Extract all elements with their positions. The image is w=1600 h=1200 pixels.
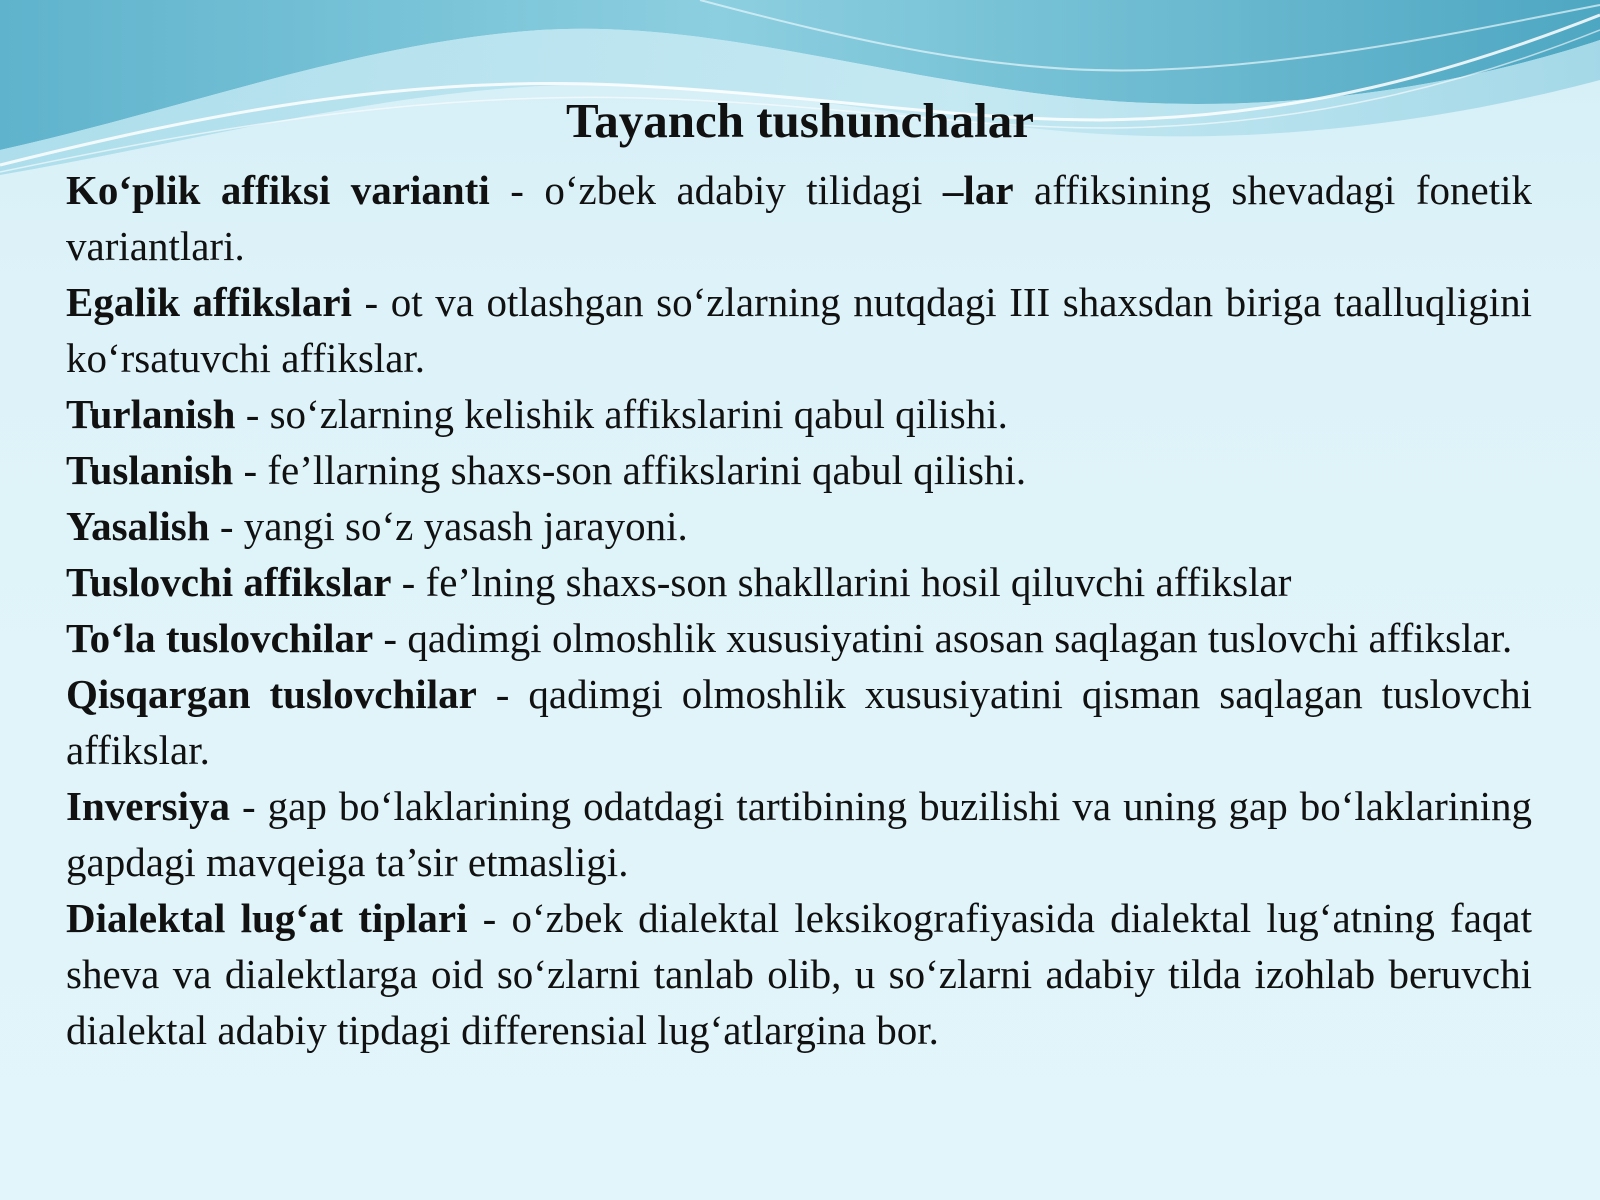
entry-term: Qisqargan tuslovchilar bbox=[66, 671, 477, 717]
entry-definition-emphasis: –lar bbox=[942, 167, 1014, 213]
entry-term: Turlanish bbox=[66, 391, 236, 437]
list-item bbox=[66, 274, 1532, 386]
page-title: Tayanch tushunchalar bbox=[566, 93, 1034, 148]
entry-term: Yasalish bbox=[66, 503, 210, 549]
entry-term: Tuslovchi affikslar bbox=[66, 559, 392, 605]
list-item bbox=[66, 162, 1532, 274]
entry-term: To‘la tuslovchilar bbox=[66, 615, 374, 661]
list-item bbox=[66, 610, 1532, 666]
list-item bbox=[66, 498, 1532, 554]
entry-term: Inversiya bbox=[66, 783, 230, 829]
entry-definition: - yangi so‘z yasash jarayoni. bbox=[209, 503, 688, 549]
list-item bbox=[66, 442, 1532, 498]
definitions-list bbox=[66, 162, 1532, 1058]
list-item bbox=[66, 554, 1532, 610]
entry-definition: - ot va otlashgan so‘zlarning nutqdagi III shaxsdan biriga taalluqligini ko‘rsatuvchi affikslar. bbox=[66, 279, 1532, 381]
list-item bbox=[66, 890, 1532, 1058]
entry-term: Dialektal lug‘at tiplari bbox=[66, 895, 468, 941]
entry-definition: - fe’llarning shaxs-son affikslarini qabul qilishi. bbox=[233, 447, 1027, 493]
entry-definition: - qadimgi olmoshlik xususiyatini qisman saqlagan tuslovchi affikslar. bbox=[66, 671, 1532, 773]
entry-definition: - qadimgi olmoshlik xususiyatini asosan saqlagan tuslovchi affikslar. bbox=[373, 615, 1513, 661]
entry-definition: - so‘zlarning kelishik affikslarini qabul qilishi. bbox=[235, 391, 1008, 437]
entry-definition: - gap bo‘laklarining odatdagi tartibining buzilishi va uning gap bo‘laklarining gapdagi mavqeiga ta’sir etmasligi. bbox=[66, 783, 1532, 885]
entry-term: Ko‘plik affiksi varianti bbox=[66, 167, 490, 213]
entry-definition: affiksining shevadagi fonetik variantlari. bbox=[66, 167, 1533, 269]
list-item bbox=[66, 386, 1532, 442]
entry-term: Egalik affikslari bbox=[66, 279, 352, 325]
list-item bbox=[66, 778, 1532, 890]
entry-term: Tuslanish bbox=[66, 447, 234, 493]
entry-definition: - o‘zbek dialektal leksikografiyasida dialektal lug‘atning faqat sheva va dialektlarga oid so‘zlarni tanlab olib, u so‘zlarni adabiy tilda izohlab beruvchi dialektal adabiy tipdagi differensial lug‘atlargina bor. bbox=[66, 895, 1532, 1053]
entry-definition: - fe’lning shaxs-son shakllarini hosil qiluvchi affikslar bbox=[391, 559, 1292, 605]
list-item bbox=[66, 666, 1532, 778]
entry-definition: - o‘zbek adabiy tilidagi bbox=[489, 167, 943, 213]
